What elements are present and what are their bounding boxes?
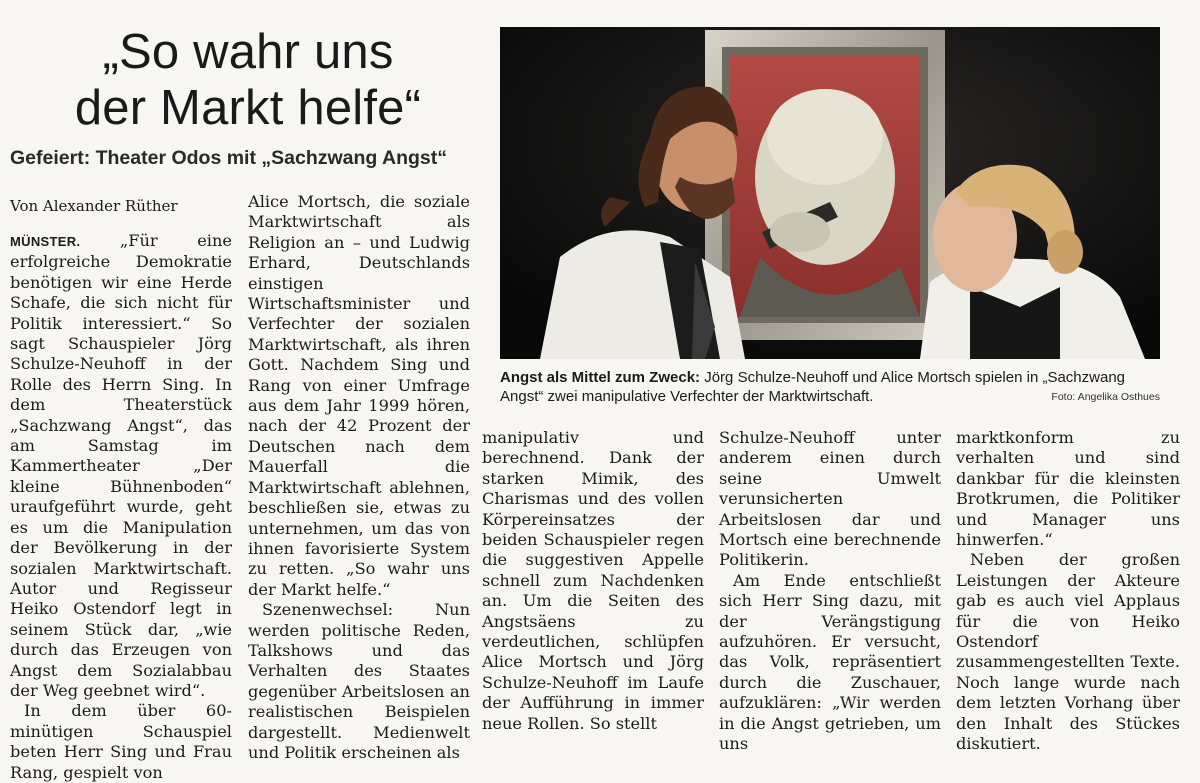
paragraph: Szenenwechsel: Nun werden politische Reden, Talkshows und das Verhalten des Staates gegenüber Arbeitslosen an realistischen Beispielen dargestellt. Medienwelt und Politik erscheinen als bbox=[248, 600, 470, 762]
paragraph: manipulativ und berechnend. Dank der starken Mimik, des Charismas und des vollen Körpereinsatzes der beiden Schauspieler regen die suggestiven Appelle schnell zum Nachdenken an. Um die Seiten des Angstsäens zu verdeutlichen, schlüpfen Alice Mortsch und Jörg Schulze-Neuhoff im Laufe der Aufführung in immer neue Rollen. So stellt bbox=[482, 428, 704, 733]
paragraph: In dem über 60-minütigen Schauspiel beten Herr Sing und Frau Rang, gespielt von bbox=[10, 701, 232, 782]
text-column-5 bbox=[956, 428, 1180, 755]
caption-text: Jörg Schulze-Neuhoff und Alice Mortsch spielen in „Sachzwang Angst“ zwei manipulative Verfechter der Marktwirtschaft. bbox=[500, 369, 1126, 405]
headline-line-1: „So wahr uns bbox=[102, 25, 394, 79]
headline-line-2: der Markt helfe“ bbox=[74, 81, 422, 135]
photo-credit: Foto: Angelika Osthues bbox=[1051, 391, 1160, 403]
paragraph: marktkonform zu verhalten und sind dankbar für die kleinsten Brotkrumen, die Politiker und Manager uns hinwerfen.“ bbox=[956, 428, 1180, 550]
paragraph bbox=[10, 231, 232, 701]
paragraph: Schulze-Neuhoff unter anderem einen durch seine Umwelt verunsicherten Arbeitslosen dar und Mortsch eine berechnende Politikerin. bbox=[719, 428, 941, 570]
stage-photo bbox=[500, 27, 1160, 359]
paragraph: Am Ende entschließt sich Herr Sing dazu, mit der Verängstigung aufzuhören. Er versucht, das Volk, repräsentiert durch die Zuschauer, aufzuklären: „Wir werden in die Angst getrieben, um uns bbox=[719, 570, 941, 754]
paragraph-text: „Für eine erfolgreiche Demokratie benötigen wir eine Herde Schafe, die sich nicht für Politik interessiert.“ So sagt Schauspieler Jörg Schulze-Neuhoff in der Rolle des Herrn Sing. In dem Theaterstück „Sachzwang Angst“, das am Samstag im Kammertheater „Der kleine Bühnenboden“ uraufgeführt wurde, geht es um die Manipulation der Bevölkerung in der sozialen Marktwirtschaft. Autor und Regisseur Heiko Ostendorf legt in seinem Stück dar, „wie durch das Erzeugen von Angst dem Sozialabbau der Weg geebnet wird“. bbox=[10, 231, 232, 700]
text-column-1 bbox=[10, 231, 232, 783]
text-column-3 bbox=[482, 428, 704, 734]
article-headline bbox=[28, 24, 468, 136]
stage-photo-illustration bbox=[500, 27, 1160, 359]
paragraph: Alice Mortsch, die soziale Marktwirtschaft als Religion an – und Ludwig Erhard, Deutschlands einstigen Wirtschaftsminister und Verfechter der sozialen Marktwirtschaft, als ihren Gott. Nachdem Sing und Rang von einer Umfrage aus dem Jahr 1999 hören, nach der 42 Prozent der Deutschen nach dem Mauerfall die Marktwirtschaft ablehnen, beschließen sie, etwas zu unternehmen, um das von ihnen favorisierte System zu retten. „So wahr uns der Markt helfe.“ bbox=[248, 192, 470, 599]
dateline: MÜNSTER. bbox=[10, 234, 81, 249]
article-subheadline: Gefeiert: Theater Odos mit „Sachzwang Angst“ bbox=[10, 147, 448, 169]
paragraph: Neben der großen Leistungen der Akteure gab es auch viel Applaus für die von Heiko Ostendorf zusammengestellten Texte. Noch lange wurde nach dem letzten Vorhang über den Inhalt des Stückes diskutiert. bbox=[956, 550, 1180, 754]
text-column-4 bbox=[719, 428, 941, 755]
text-column-2 bbox=[248, 192, 470, 763]
caption-lead: Angst als Mittel zum Zweck: bbox=[500, 369, 701, 386]
article-byline: Von Alexander Rüther bbox=[10, 197, 178, 215]
